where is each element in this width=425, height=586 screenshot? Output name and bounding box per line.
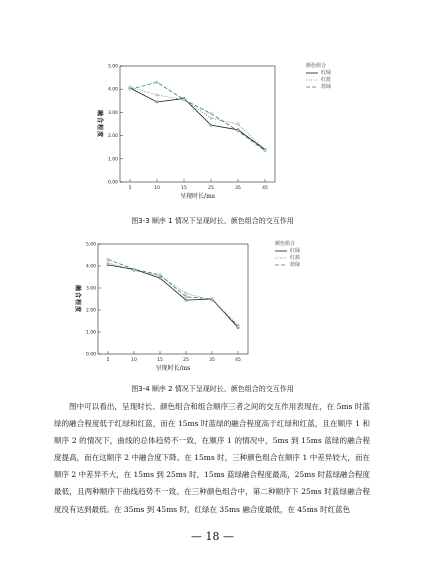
data-point bbox=[210, 112, 212, 114]
x-tick-label: 10 bbox=[131, 358, 137, 363]
data-point bbox=[185, 292, 187, 294]
series-line bbox=[108, 263, 238, 326]
figure-caption-3-4: 图3-4 顺序 2 情况下呈现时长、颜色组合的交互作用 bbox=[131, 385, 294, 393]
x-tick-label: 10 bbox=[154, 186, 160, 191]
x-tick-label: 35 bbox=[209, 358, 215, 363]
legend-entry bbox=[275, 247, 300, 254]
x-tick-label: 5 bbox=[106, 358, 110, 363]
y-tick-label: 0.00 bbox=[85, 352, 96, 358]
legend-entry bbox=[306, 83, 331, 90]
legend-fig-3-3 bbox=[306, 62, 331, 90]
x-tick-label: 45 bbox=[262, 186, 268, 191]
chart-fig-3-3 bbox=[95, 58, 295, 208]
y-tick-label: 0.00 bbox=[107, 180, 118, 186]
x-axis-label: 呈现时长/ms bbox=[180, 193, 215, 200]
data-point bbox=[210, 124, 212, 126]
data-point bbox=[264, 150, 266, 152]
legend-label: 蓝绿 bbox=[290, 262, 301, 268]
data-point bbox=[237, 325, 239, 327]
data-point bbox=[211, 298, 213, 300]
data-point bbox=[159, 277, 161, 279]
body-paragraph: 图中可以看出，呈现时长、颜色组合和组合顺序三者之间的交互作用表现在，在 5ms 时蓝绿的融合程度低于红绿和红蓝，而在 15ms 时蓝绿的融合程度高于红绿和红蓝，且在顺序 1 和顺序 2 的情况下，曲线的总体趋势不一致，在顺序 1 的情况中，5ms 到 15ms 蓝绿的融合程度提高，而在这顺序 2 中融合度下降。在 15ms 时，三种颜色组合在顺序 1 中差异较大，而在顺序 2 中差异不大，在 15ms 到 25ms 时，15ms 蓝绿融合程度最高，25ms 时蓝绿融合程度最低，且两种顺序下曲线趋势不一致。在三种颜色组合中，第二种顺序下 25ms 时蓝绿融合程度没有达到最低。在 35ms 到 45ms 时，红绿在 35ms 融合度最低，在 45ms 时红蓝色 bbox=[54, 402, 370, 514]
legend-fig-3-4 bbox=[275, 240, 300, 268]
data-point bbox=[129, 88, 131, 90]
legend-entry bbox=[275, 261, 300, 268]
legend-label: 红绿 bbox=[321, 70, 332, 76]
y-tick-label: 1.00 bbox=[85, 330, 96, 336]
series-line bbox=[108, 259, 238, 326]
x-tick-label: 25 bbox=[208, 186, 214, 191]
data-point bbox=[156, 81, 158, 83]
data-point bbox=[107, 262, 109, 264]
legend-label: 红绿 bbox=[290, 248, 301, 254]
y-tick-label: 5.00 bbox=[85, 242, 96, 248]
series-line bbox=[130, 82, 265, 150]
data-point bbox=[156, 101, 158, 103]
data-point bbox=[237, 123, 239, 125]
x-axis-label: 呈现时长/ms bbox=[155, 365, 191, 372]
data-point bbox=[183, 99, 185, 101]
data-point bbox=[107, 264, 109, 266]
legend-swatch bbox=[275, 249, 287, 253]
legend-entry bbox=[306, 69, 331, 76]
legend-title: 颜色组合 bbox=[275, 241, 296, 247]
legend-entry bbox=[306, 76, 331, 83]
x-tick-label: 5 bbox=[128, 186, 132, 191]
x-tick-label: 35 bbox=[235, 186, 241, 191]
data-point bbox=[129, 86, 131, 88]
y-tick-label: 3.00 bbox=[107, 110, 118, 116]
chart-fig-3-4-plot bbox=[68, 236, 268, 381]
data-point bbox=[107, 258, 109, 260]
y-tick-label: 2.00 bbox=[107, 134, 118, 140]
x-tick-label: 15 bbox=[181, 186, 187, 191]
legend-label: 蓝绿 bbox=[321, 84, 332, 90]
body-text bbox=[54, 398, 370, 518]
legend-swatch bbox=[306, 78, 318, 82]
data-point bbox=[237, 130, 239, 132]
plot-frame bbox=[120, 66, 275, 182]
data-point bbox=[210, 117, 212, 119]
figure-caption-3-3: 图3-3 顺序 1 情况下呈现时长、颜色组合的交互作用 bbox=[131, 217, 294, 225]
plot-frame bbox=[98, 244, 248, 354]
series-line bbox=[130, 87, 265, 150]
y-tick-label: 3.00 bbox=[85, 286, 96, 292]
x-tick-label: 45 bbox=[235, 358, 241, 363]
legend-label: 红蓝 bbox=[290, 255, 301, 261]
y-tick-label: 4.00 bbox=[107, 87, 118, 93]
y-tick-label: 2.00 bbox=[85, 308, 96, 314]
data-point bbox=[185, 296, 187, 298]
legend-swatch bbox=[275, 256, 287, 260]
series-line bbox=[108, 265, 238, 328]
chart-fig-3-3-plot bbox=[95, 58, 295, 208]
y-tick-label: 5.00 bbox=[107, 64, 118, 70]
y-axis-label: 融合程度 bbox=[96, 109, 103, 139]
page-number: — 18 — bbox=[191, 530, 234, 543]
data-point bbox=[156, 94, 158, 96]
y-axis-label: 融合程度 bbox=[74, 284, 81, 314]
legend-label: 红蓝 bbox=[321, 77, 332, 83]
x-tick-label: 15 bbox=[157, 358, 163, 363]
y-tick-label: 4.00 bbox=[85, 264, 96, 270]
data-point bbox=[185, 299, 187, 301]
legend-entry bbox=[275, 254, 300, 261]
legend-swatch bbox=[306, 85, 318, 89]
legend-swatch bbox=[275, 263, 287, 267]
legend-swatch bbox=[306, 71, 318, 75]
y-tick-label: 1.00 bbox=[107, 157, 118, 163]
x-tick-label: 25 bbox=[183, 358, 189, 363]
data-point bbox=[159, 274, 161, 276]
data-point bbox=[133, 268, 135, 270]
chart-fig-3-4 bbox=[68, 236, 268, 381]
legend-title: 颜色组合 bbox=[306, 63, 327, 69]
series-line bbox=[130, 88, 265, 149]
